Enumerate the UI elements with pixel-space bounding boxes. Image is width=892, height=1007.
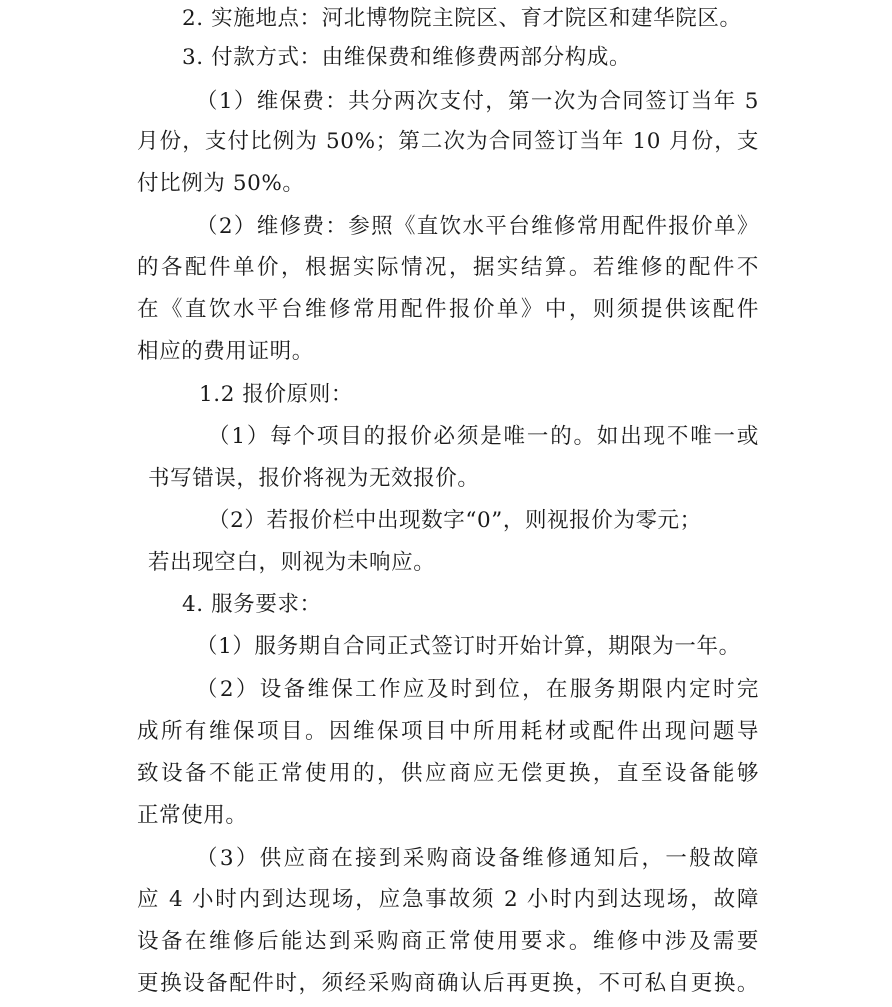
- text-line-supplier-response-3: 设备在维修后能达到采购商正常使用要求。维修中涉及需要: [137, 929, 759, 954]
- text-line-equipment-maintenance-2: 成所有维保项目。因维保项目中所用耗材或配件出现问题导: [137, 719, 759, 744]
- text-line-service-requirements: 4. 服务要求：: [182, 592, 322, 617]
- text-line-payment-method: 3. 付款方式：由维保费和维修费两部分构成。: [182, 45, 632, 70]
- text-line-supplier-response-4: 更换设备配件时，须经采购商确认后再更换，不可私自更换。: [137, 971, 759, 996]
- text-line-equipment-maintenance-3: 致设备不能正常使用的，供应商应无偿更换，直至设备能够: [137, 761, 759, 786]
- text-line-repair-fee-3: 在《直饮水平台维修常用配件报价单》中，则须提供该配件: [137, 297, 759, 322]
- text-line-supplier-response-2: 应 4 小时内到达现场，应急事故须 2 小时内到达现场，故障: [137, 887, 759, 912]
- text-line-quotation-principle: 1.2 报价原则：: [199, 382, 353, 407]
- text-line-repair-fee-2: 的各配件单价，根据实际情况，据实结算。若维修的配件不: [137, 255, 759, 280]
- text-line-implementation-location: 2. 实施地点：河北博物院主院区、育才院区和建华院区。: [182, 6, 742, 31]
- text-line-quotation-zero-2: 若出现空白，则视为未响应。: [148, 550, 436, 575]
- text-line-equipment-maintenance-1: （2）设备维保工作应及时到位，在服务期限内定时完: [196, 677, 759, 702]
- text-line-quotation-unique-1: （1）每个项目的报价必须是唯一的。如出现不唯一或: [208, 424, 759, 449]
- text-line-supplier-response-1: （3）供应商在接到采购商设备维修通知后，一般故障: [196, 846, 759, 871]
- text-line-repair-fee-4: 相应的费用证明。: [137, 339, 314, 364]
- text-line-quotation-unique-2: 书写错误，报价将视为无效报价。: [148, 466, 480, 491]
- text-line-service-period: （1）服务期自合同正式签订时开始计算，期限为一年。: [196, 634, 741, 659]
- text-line-maintenance-fee-1: （1）维保费：共分两次支付，第一次为合同签订当年 5: [196, 89, 759, 114]
- text-line-maintenance-fee-3: 付比例为 50%。: [137, 171, 305, 196]
- text-line-quotation-zero-1: （2）若报价栏中出现数字“0”，则视报价为零元；: [208, 508, 702, 533]
- text-line-repair-fee-1: （2）维修费：参照《直饮水平台维修常用配件报价单》: [196, 214, 759, 239]
- text-line-maintenance-fee-2: 月份，支付比例为 50%；第二次为合同签订当年 10 月份，支: [137, 129, 759, 154]
- text-line-equipment-maintenance-4: 正常使用。: [137, 803, 248, 828]
